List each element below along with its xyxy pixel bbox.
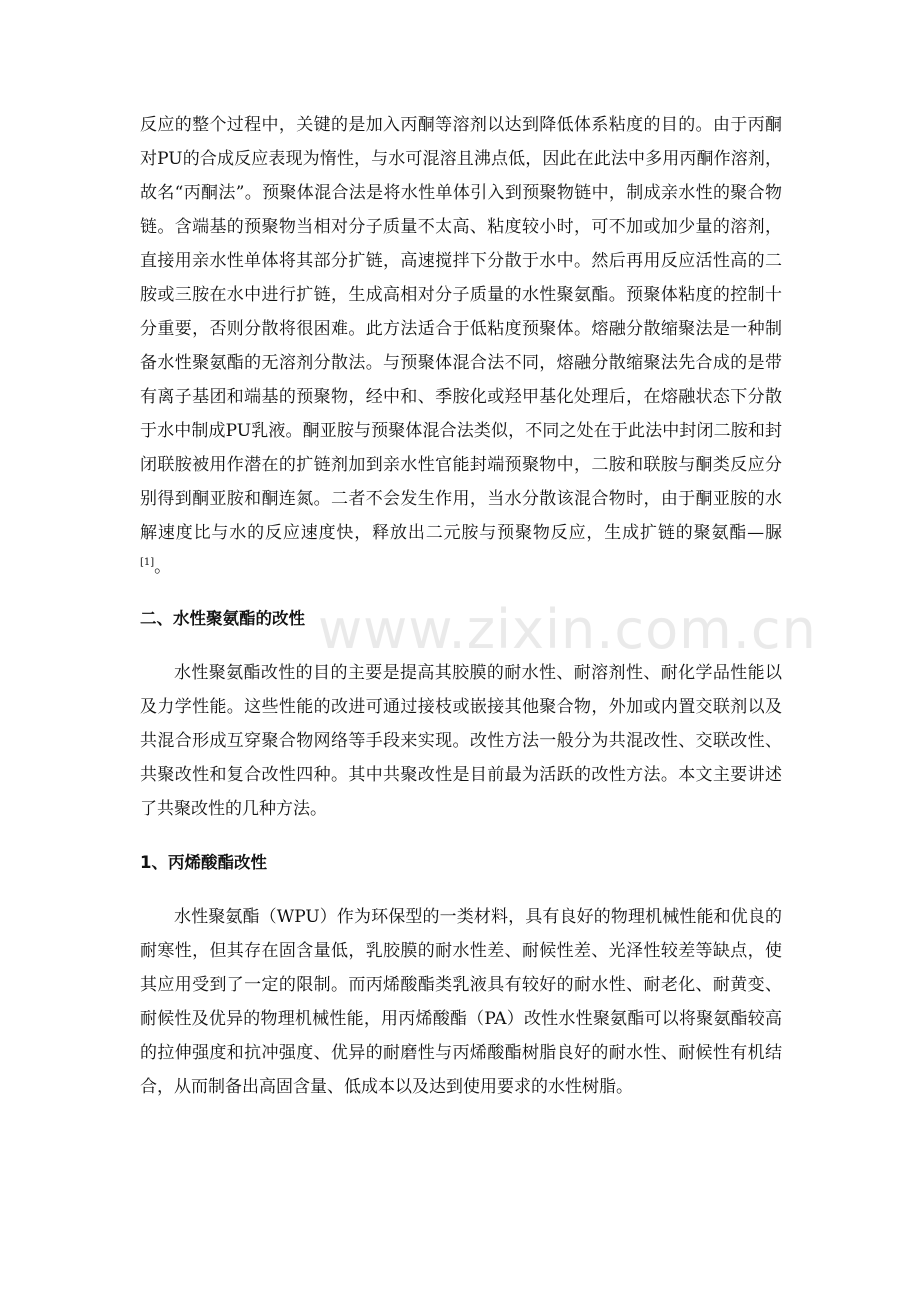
paragraph-modification-purpose: 水性聚氨酯改性的目的主要是提高其胶膜的耐水性、耐溶剂性、耐化学品性能以及力学性能。这些性能的改进可通过接枝或嵌接其他聚合物，外加或内置交联剂以及共混合形成互穿聚合物网络等手段来实现。改性方法一般分为共混改性、交联改性、共聚改性和复合改性四种。其中共聚改性是目前最为活跃的改性方法。本文主要讲述了共聚改性的几种方法。 xyxy=(140,663,782,819)
watermark-text: www.zixin.com.cn xyxy=(318,598,817,661)
paragraph-acrylate-modification: 水性聚氨酯（WPU）作为环保型的一类材料，具有良好的物理机械性能和优良的耐寒性，但其存在固含量低，乳胶膜的耐水性差、耐候性差、光泽性较差等缺点，使其应用受到了一定的限制。而丙烯酸酯类乳液具有较好的耐水性、耐老化、耐黄变、耐候性及优异的物理机械性能，用丙烯酸酯（PA）改性水性聚氨酯可以将聚氨酯较高的拉伸强度和抗冲强度、优异的耐磨性与丙烯酸酯树脂良好的耐水性、耐候性有机结合，从而制备出高固含量、低成本以及达到使用要求的水性树脂。 xyxy=(140,907,782,1097)
subsection-heading-acrylate: 1、丙烯酸酯改性 xyxy=(140,853,267,872)
paragraph-end-punctuation: 。 xyxy=(154,557,172,577)
document-page xyxy=(140,108,782,1104)
citation-reference[interactable]: [1] xyxy=(140,557,155,568)
paragraph-acetone-method xyxy=(140,108,782,584)
section-heading-modification: 二、水性聚氨酯的改性 xyxy=(140,609,305,628)
paragraph-text: 反应的整个过程中，关键的是加入丙酮等溶剂以达到降低体系粘度的目的。由于丙酮对PU的合成反应表现为惰性，与水可混溶且沸点低，因此在此法中多用丙酮作溶剂，故名“丙酮法”。预聚体混合法是将水性单体引入到预聚物链中，制成亲水性的聚合物链。含端基的预聚物当相对分子质量不太高、粘度较小时，可不加或加少量的溶剂，直接用亲水性单体将其部分扩链，高速搅拌下分散于水中。然后再用反应活性高的二胺或三胺在水中进行扩链，生成高相对分子质量的水性聚氨酯。预聚体粘度的控制十分重要，否则分散将很困难。此方法适合于低粘度预聚体。熔融分散缩聚法是一种制备水性聚氨酯的无溶剂分散法。与预聚体混合法不同，熔融分散缩聚法先合成的是带有离子基团和端基的预聚物，经中和、季胺化或羟甲基化处理后，在熔融状态下分散于水中制成PU乳液。酮亚胺与预聚体混合法类似，不同之处在于此法中封闭二胺和封闭联胺被用作潜在的扩链剂加到亲水性官能封端预聚物中，二胺和联胺与酮类反应分别得到酮亚胺和酮连氮。二者不会发生作用，当水分散该混合物时，由于酮亚胺的水解速度比与水的反应速度快，释放出二元胺与预聚物反应，生成扩链的聚氨酯—脲 xyxy=(140,115,782,543)
